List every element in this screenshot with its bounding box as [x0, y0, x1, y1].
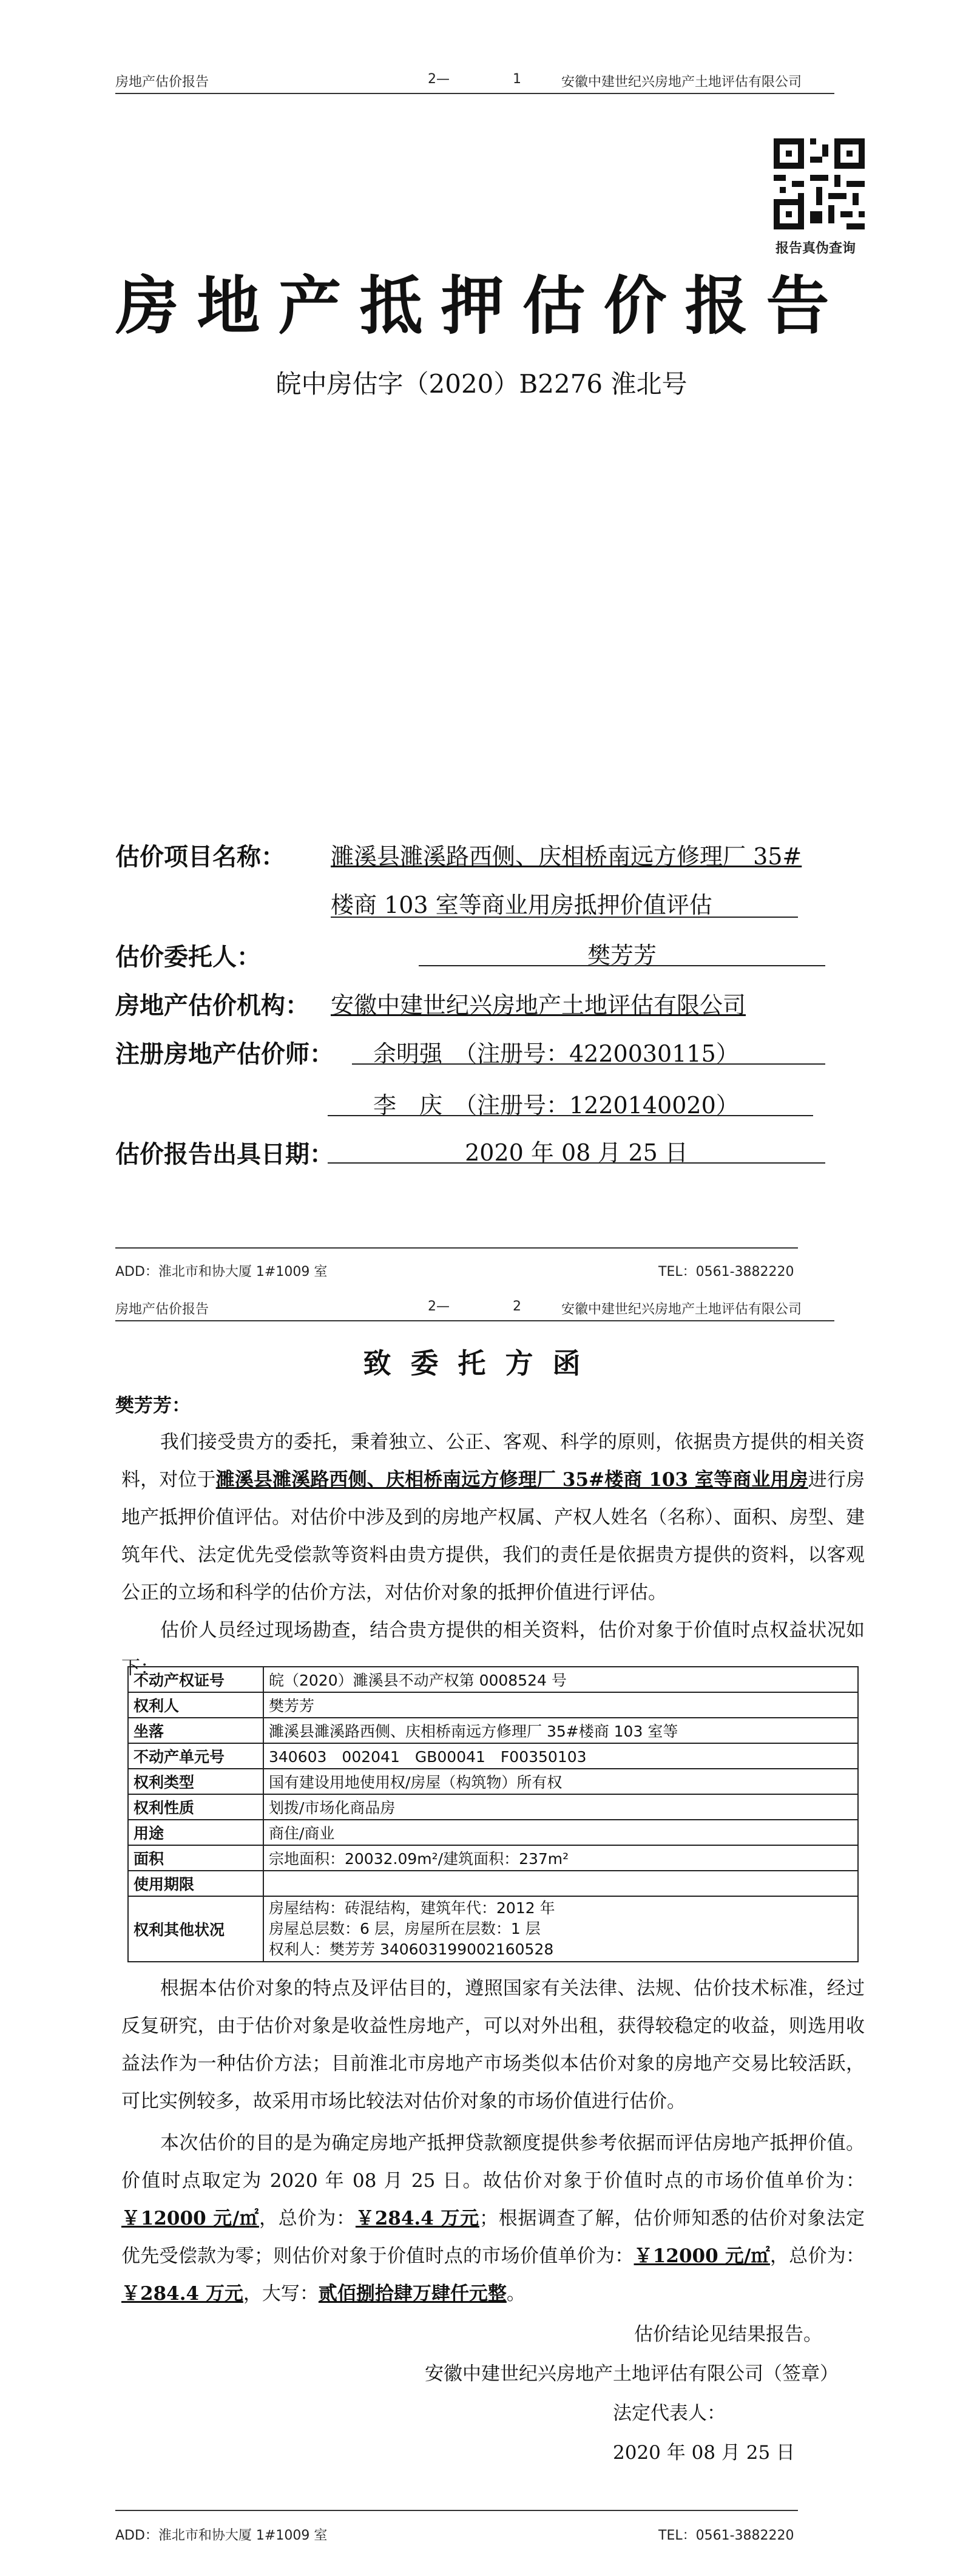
table-key-cell: 面积 [128, 1845, 263, 1871]
table-key-cell: 权利类型 [128, 1769, 263, 1794]
header-page-prefix: 2— [428, 1299, 450, 1314]
report-number: 皖中房估字（2020）B2276 淮北号 [275, 369, 688, 399]
table-value-cell: 皖（2020）濉溪县不动产权第 0008524 号 [263, 1667, 858, 1692]
table-row [128, 1692, 858, 1718]
table-row [128, 1769, 858, 1794]
table-row [128, 1820, 858, 1845]
table-row [128, 1871, 858, 1896]
table-value-cell: 国有建设用地使用权/房屋（构筑物）所有权 [263, 1769, 858, 1794]
table-value-line: 房屋结构：砖混结构，建筑年代：2012 年 [269, 1899, 555, 1917]
date-value: 2020 年 08 月 25 日 [465, 1139, 688, 1166]
table-key-cell: 坐落 [128, 1718, 263, 1743]
agency-value: 安徽中建世纪兴房地产土地评估有限公司 [331, 992, 746, 1019]
table-value-cell: 340603 002041 GB00041 F00350103 [263, 1743, 858, 1769]
footer-tel: TEL：0561-3882220 [658, 2528, 794, 2543]
agency-label: 房地产估价机构： [115, 991, 309, 1020]
paragraph-2: 估价人员经过现场勘查，结合贵方提供的相关资料，估价对象于价值时点权益状况如下： [121, 1619, 865, 1679]
table-key-cell: 权利性质 [128, 1794, 263, 1820]
footer-address: ADD：淮北市和协大厦 1#1009 室 [115, 2528, 328, 2543]
qr-code-icon [774, 138, 865, 229]
unit-price: ￥12000 元/㎡ [121, 2208, 259, 2229]
price-in-words: 贰佰捌拾肆万肆仟元整 [318, 2283, 507, 2305]
table-value-cell [263, 1896, 858, 1962]
salutation: 樊芳芳： [115, 1395, 191, 1417]
project-value-line1: 濉溪县濉溪路西侧、庆相桥南远方修理厂 35# [331, 843, 802, 870]
header-rule [115, 1320, 834, 1321]
header-page-prefix: 2— [428, 72, 450, 87]
sign-date: 2020 年 08 月 25 日 [613, 2442, 796, 2464]
date-label: 估价报告出具日期： [115, 1140, 334, 1168]
table-value-cell: 划拨/市场化商品房 [263, 1794, 858, 1820]
table-value-cell [263, 1871, 858, 1896]
table-key-cell: 权利人 [128, 1692, 263, 1718]
footer-address: ADD：淮北市和协大厦 1#1009 室 [115, 1264, 328, 1280]
appraiser-2: 李 庆 （注册号：1220140020） [373, 1092, 739, 1119]
total-price: ￥284.4 万元 [355, 2208, 479, 2229]
table-value-cell: 宗地面积：20032.09m²/建筑面积：237m² [263, 1845, 858, 1871]
table-value-line: 权利人：樊芳芳 340603199002160528 [269, 1940, 554, 1958]
sign-company: 安徽中建世纪兴房地产土地评估有限公司（签章） [425, 2363, 839, 2385]
project-value-line2: 楼商 103 室等商业用房抵押价值评估 [331, 892, 712, 918]
appraiser-label: 注册房地产估价师： [115, 1040, 334, 1068]
table-value-cell: 濉溪县濉溪路西侧、庆相桥南远方修理厂 35#楼商 103 室等 [263, 1718, 858, 1743]
footer-tel: TEL：0561-3882220 [658, 1264, 794, 1280]
table-key-cell: 不动产单元号 [128, 1743, 263, 1769]
table-row [128, 1718, 858, 1743]
table-row [128, 1845, 858, 1871]
table-row [128, 1794, 858, 1820]
header-page-number: 2 [513, 1299, 521, 1314]
report-title: 房地产抵押估价报告 [115, 268, 848, 343]
table-row [128, 1667, 858, 1692]
table-row [128, 1896, 858, 1962]
letter-title: 致委托方函 [363, 1347, 600, 1380]
header-company: 安徽中建世纪兴房地产土地评估有限公司 [561, 1302, 802, 1317]
appraiser-1: 余明强 （注册号：4220030115） [373, 1040, 739, 1067]
property-address: 濉溪县濉溪路西侧、庆相桥南远方修理厂 35#楼商 103 室等商业用房 [215, 1469, 808, 1491]
client-label: 估价委托人： [115, 943, 261, 971]
paragraph-3: 根据本估价对象的特点及评估目的，遵照国家有关法律、法规、估价技术标准，经过反复研究，由于估价对象是收益性房地产，可以对外出租，获得较稳定的收益，则选用收益法作为一种估价方法；目前淮北市房地产市场类似本估价对象的房地产交易比较活跃，可比实例较多，故采用市场比较法对估价对象的市场价值进行估价。 [121, 1978, 865, 2112]
client-value: 樊芳芳 [587, 942, 657, 969]
table-key-cell: 用途 [128, 1820, 263, 1845]
closing-note: 估价结论见结果报告。 [634, 2323, 822, 2345]
table-key-cell: 使用期限 [128, 1871, 263, 1896]
header-company: 安徽中建世纪兴房地产土地评估有限公司 [561, 75, 802, 90]
qr-caption: 报告真伪查询 [775, 241, 856, 256]
rights-table [127, 1666, 859, 1962]
header-rule [115, 93, 834, 94]
project-label: 估价项目名称： [115, 842, 285, 871]
appraiser-1-underline [352, 1063, 825, 1065]
table-value-line: 房屋总层数：6 层，房屋所在层数：1 层 [269, 1920, 541, 1937]
table-key-cell: 权利其他状况 [128, 1896, 263, 1962]
table-row [128, 1743, 858, 1769]
unit-price-final: ￥12000 元/㎡ [634, 2245, 770, 2267]
paragraph-4: 本次估价的目的是为确定房地产抵押贷款额度提供参考依据而评估房地产抵押价值。价值时点取定为 2020 年 08 月 25 日。故估价对象于价值时点的市场价值单价为：￥12000 元/㎡，总价为：￥284.4 万元；根据调查了解，估价师知悉的估价对象法定优先受偿款为零；则估价对象于价值时点的市场价值单价为：￥12000 元/㎡，总价为：￥284.4 万元，大写：贰佰捌拾肆万肆仟元整。 [121, 2132, 865, 2305]
footer-rule [115, 1247, 798, 1249]
table-key-cell: 不动产权证号 [128, 1667, 263, 1692]
footer-rule [115, 2510, 798, 2511]
table-value-cell: 樊芳芳 [263, 1692, 858, 1718]
table-value-cell: 商住/商业 [263, 1820, 858, 1845]
project-underline [331, 917, 798, 918]
header-left: 房地产估价报告 [115, 1302, 209, 1317]
sign-representative: 法定代表人： [613, 2402, 726, 2424]
appraiser-2-underline [328, 1115, 813, 1116]
paragraph-1: 我们接受贵方的委托，秉着独立、公正、客观、科学的原则，依据贵方提供的相关资料，对位于濉溪县濉溪路西侧、庆相桥南远方修理厂 35#楼商 103 室等商业用房进行房地产抵押价值评估。对估价中涉及到的房地产权属、产权人姓名（名称）、面积、房型、建筑年代、法定优先受偿款等资料由贵方提供，我们的责任是依据贵方提供的资料，以客观公正的立场和科学的估价方法，对估价对象的抵押价值进行评估。 [121, 1431, 865, 1604]
header-page-number: 1 [513, 72, 521, 87]
total-price-final: ￥284.4 万元 [121, 2283, 243, 2305]
header-left: 房地产估价报告 [115, 75, 209, 90]
